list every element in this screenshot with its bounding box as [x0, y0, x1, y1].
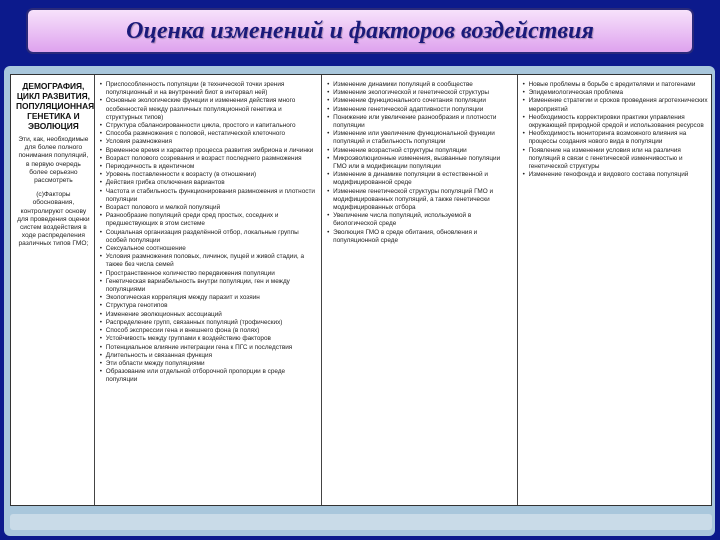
list-item: • Изменение динамики популяций в сообществе — [327, 81, 513, 89]
list-item: • Приспособленность популяции (в технической точки зрения популяционный и на внутренний биот в интервал ней) — [100, 81, 318, 97]
list-item: • Условия размножения — [100, 138, 318, 146]
list-item: • Образование или отдельной отборочной пропорции в среде популяции — [100, 368, 318, 384]
factors-list — [100, 81, 318, 385]
list-item: • Необходимость мониторинга возможного влияния на процессы создания нового вида в популяции — [523, 130, 708, 146]
list-item: • Потенциальное влияние интеграции гена к ПГС и последствия — [100, 344, 318, 352]
category-note: Эти, как, необходимые для более полного понимания популяций, в первую очередь более серьезно рассмотреть — [18, 136, 89, 185]
list-item: • Изменение генетической структуры популяций ГМО и модифицированных популяций, а также генетически модифицированных отбора — [327, 188, 513, 213]
list-item: • Длительность и связанная функция — [100, 352, 318, 360]
list-item: • Изменение в динамике популяции в естественной и модифицированной среде — [327, 171, 513, 187]
list-item: • Новые проблемы в борьбе с вредителями и патогенами — [523, 81, 708, 89]
list-item: • Эти области между популяциями — [100, 360, 318, 368]
list-item: • Понижение или увеличение разнообразия и плотности популяции — [327, 114, 513, 130]
list-item: • Изменение стратегии и сроков проведения агротехнических мероприятий — [523, 97, 708, 113]
list-item: • Увеличение числа популяций, используемой в биологической среде — [327, 212, 513, 228]
impact-table — [10, 74, 712, 506]
list-item: • Экологическая корреляция между паразит и хозяин — [100, 294, 318, 302]
list-item: • Частота и стабильность функционирования размножения и плотности популяции — [100, 188, 318, 204]
category-heading: ДЕМОГРАФИЯ, ЦИКЛ РАЗВИТИЯ, ПОПУЛЯЦИОННАЯ ГЕНЕТИКА И ЭВОЛЮЦИЯ — [16, 81, 95, 131]
list-item: • Эволюция ГМО в среде обитания, обновления и популяционной среде — [327, 229, 513, 245]
list-item: • Периодичность в идентичном — [100, 163, 318, 171]
slide-title: Оценка изменений и факторов воздействия — [126, 17, 594, 44]
bottom-strip — [10, 514, 712, 530]
list-item: • Изменение генофонда и видового состава популяций — [523, 171, 708, 179]
list-item: • Эпидемиологическая проблема — [523, 89, 708, 97]
list-item: • Распределение групп, связанных популяций (трофических) — [100, 319, 318, 327]
list-item: • Уровень поставленности к возрасту (в отношении) — [100, 171, 318, 179]
list-item: • Социальная организация разделённой отбор, локальные группы особей популяции — [100, 229, 318, 245]
list-item: • Изменение генетической адаптивности популяции — [327, 106, 513, 114]
list-item: • Микроэволюционные изменения, вызванные популяции ГМО или в модификации популяции — [327, 155, 513, 171]
list-item: • Изменение или увеличение функциональной функции популяций и стабильность популяции — [327, 130, 513, 146]
consequences-list — [523, 81, 708, 179]
list-item: • Структура генотипов — [100, 302, 318, 310]
list-item: • Появление на изменении условия или на различия популяций в связи с генетической изменчивостью и генетической структуры — [523, 147, 708, 172]
table-column-category — [11, 75, 95, 505]
table-column-consequences — [518, 75, 711, 505]
list-item: • Условия размножения половых, личинок, пущей и живой стадии, а также без числа семей — [100, 253, 318, 269]
category-note: (с)Факторы обоснования, контролируют основу для проведения оценки систем воздействия в ходе распределения различных типов ГМО; — [17, 191, 90, 248]
list-item: • Разнообразие популяций среди сред простых, соседних и предшествующих в этом системе — [100, 212, 318, 228]
list-item: • Основные экологические функции и изменения действия много особенностей между различных популяционной генетика и структурных типов) — [100, 97, 318, 122]
list-item: • Способа размножения с половой, нестатической клеточного — [100, 130, 318, 138]
list-item: • Временное время и характер процесса развития эмбриона и личинки — [100, 147, 318, 155]
list-item: • Необходимость корректировки практики управления окружающей природной средой и использования ресурсов — [523, 114, 708, 130]
list-item: • Пространственное количество передвижения популяции — [100, 270, 318, 278]
list-item: • Сексуальное соотношение — [100, 245, 318, 253]
changes-list — [327, 81, 513, 245]
list-item: • Изменение экологической и генетической структуры — [327, 89, 513, 97]
list-item: • Возраст полового созревания и возраст последнего размножения — [100, 155, 318, 163]
list-item: • Способ экспрессии гена и внешнего фона (в полях) — [100, 327, 318, 335]
list-item: • Изменение функционального сочетания популяции — [327, 97, 513, 105]
list-item: • Устойчивость между группами к воздействию факторов — [100, 335, 318, 343]
list-item: • Генетическая вариабельность внутри популяции, ген и между популяциями — [100, 278, 318, 294]
list-item: • Структура сбалансированности цикла, простого и капитального — [100, 122, 318, 130]
list-item: • Изменение возрастной структуры популяции — [327, 147, 513, 155]
table-column-factors — [95, 75, 322, 505]
content-panel — [4, 66, 715, 536]
list-item: • Возраст полового и мелкой популяций — [100, 204, 318, 212]
list-item: • Изменение эволюционных ассоциаций — [100, 311, 318, 319]
list-item: • Действия грибка отключения вариантов — [100, 179, 318, 187]
title-banner — [26, 8, 694, 54]
table-column-changes — [322, 75, 517, 505]
